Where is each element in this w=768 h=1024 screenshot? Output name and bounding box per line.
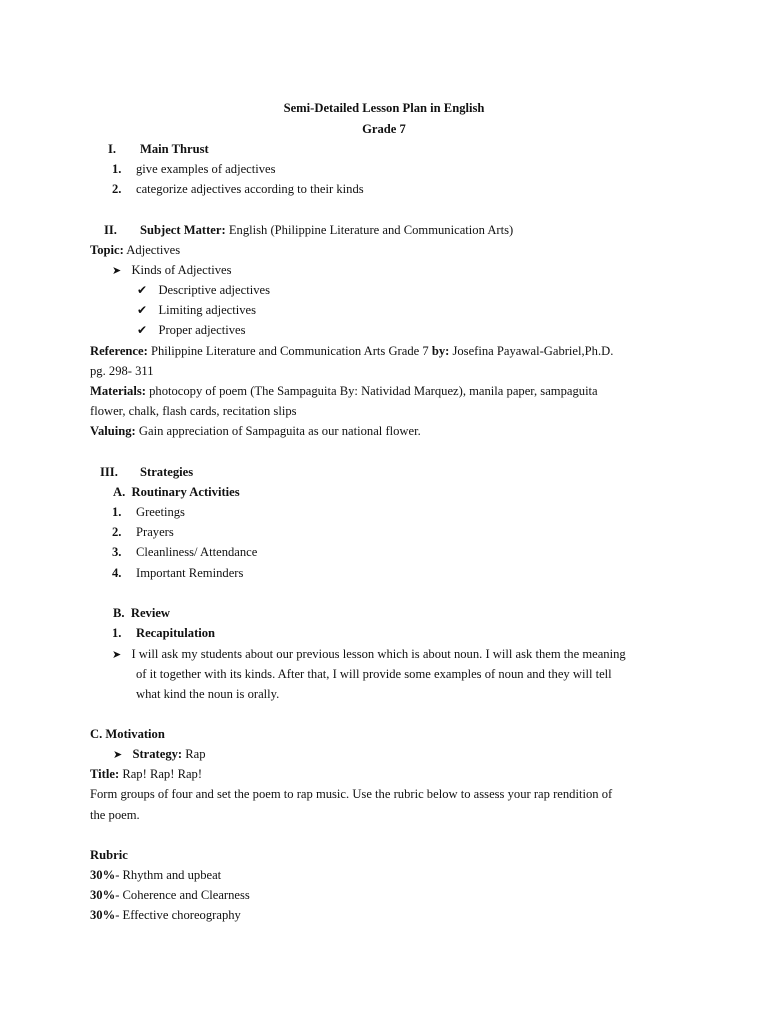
instructions-line: Form groups of four and set the poem to rap music. Use the rubric below to assess your rap rendition of <box>90 787 613 801</box>
recapitulation-heading: 1. Recapitulation <box>112 626 216 640</box>
list-item: 1. give examples of adjectives <box>112 162 276 176</box>
section-3-heading: Strategies <box>140 465 194 479</box>
list-item: 4. Important Reminders <box>112 566 244 580</box>
recap-paragraph-line-3: what kind the noun is orally. <box>136 687 280 701</box>
rubric-item: 30%- Coherence and Clearness <box>90 888 250 902</box>
list-item: ✔ Limiting adjectives <box>137 303 257 317</box>
arrow-bullet-icon: ➤ <box>113 749 123 761</box>
section-2-numeral: II. <box>104 223 117 237</box>
reference-pages: pg. 298- 311 <box>90 364 154 378</box>
subsection-c-heading: C. Motivation <box>90 727 165 741</box>
section-1-numeral: I. <box>108 142 117 156</box>
instructions-line-continued: the poem. <box>90 808 140 822</box>
reference-line: Reference: Philippine Literature and Communication Arts Grade 7 by: Josefina Payawal-Gabriel,Ph.D. <box>90 344 614 358</box>
subsection-b-heading: B. Review <box>113 606 171 620</box>
arrow-bullet-icon: ➤ <box>112 649 122 661</box>
recap-paragraph: ➤ I will ask my students about our previous lesson which is about noun. I will ask them the meaning <box>112 647 626 661</box>
subsection-a-heading: A. Routinary Activities <box>113 485 240 499</box>
checkmark-icon: ✔ <box>137 323 148 337</box>
recap-paragraph-line-2: of it together with its kinds. After that, I will provide some examples of noun and they will tell <box>136 667 612 681</box>
section-3-numeral: III. <box>100 465 118 479</box>
topic-line: Topic: Adjectives <box>90 243 181 257</box>
section-1-heading: Main Thrust <box>140 142 209 156</box>
strategy-line: ➤ Strategy: Rap <box>113 747 206 761</box>
checkmark-icon: ✔ <box>137 303 148 317</box>
checkmark-icon: ✔ <box>137 283 148 297</box>
list-item: ✔ Proper adjectives <box>137 323 246 337</box>
valuing-line: Valuing: Gain appreciation of Sampaguita as our national flower. <box>90 424 421 438</box>
list-item: 1. Greetings <box>112 505 185 519</box>
list-item: 2. categorize adjectives according to their kinds <box>112 182 364 196</box>
list-item: 3. Cleanliness/ Attendance <box>112 545 258 559</box>
rubric-item: 30%- Rhythm and upbeat <box>90 868 222 882</box>
title-line: Title: Rap! Rap! Rap! <box>90 767 203 781</box>
materials-line: Materials: photocopy of poem (The Sampaguita By: Natividad Marquez), manila paper, sampaguita <box>90 384 598 398</box>
kinds-of-adjectives-line: ➤ Kinds of Adjectives <box>112 263 232 277</box>
arrow-bullet-icon: ➤ <box>112 265 122 277</box>
rubric-item: 30%- Effective choreography <box>90 908 241 922</box>
materials-line-continued: flower, chalk, flash cards, recitation slips <box>90 404 297 418</box>
document-grade: Grade 7 <box>362 122 406 136</box>
document-title: Semi-Detailed Lesson Plan in English <box>283 101 485 115</box>
section-2-heading: Subject Matter: English (Philippine Literature and Communication Arts) <box>140 223 514 237</box>
list-item: 2. Prayers <box>112 525 174 539</box>
rubric-heading: Rubric <box>90 848 128 862</box>
list-item: ✔ Descriptive adjectives <box>137 283 271 297</box>
